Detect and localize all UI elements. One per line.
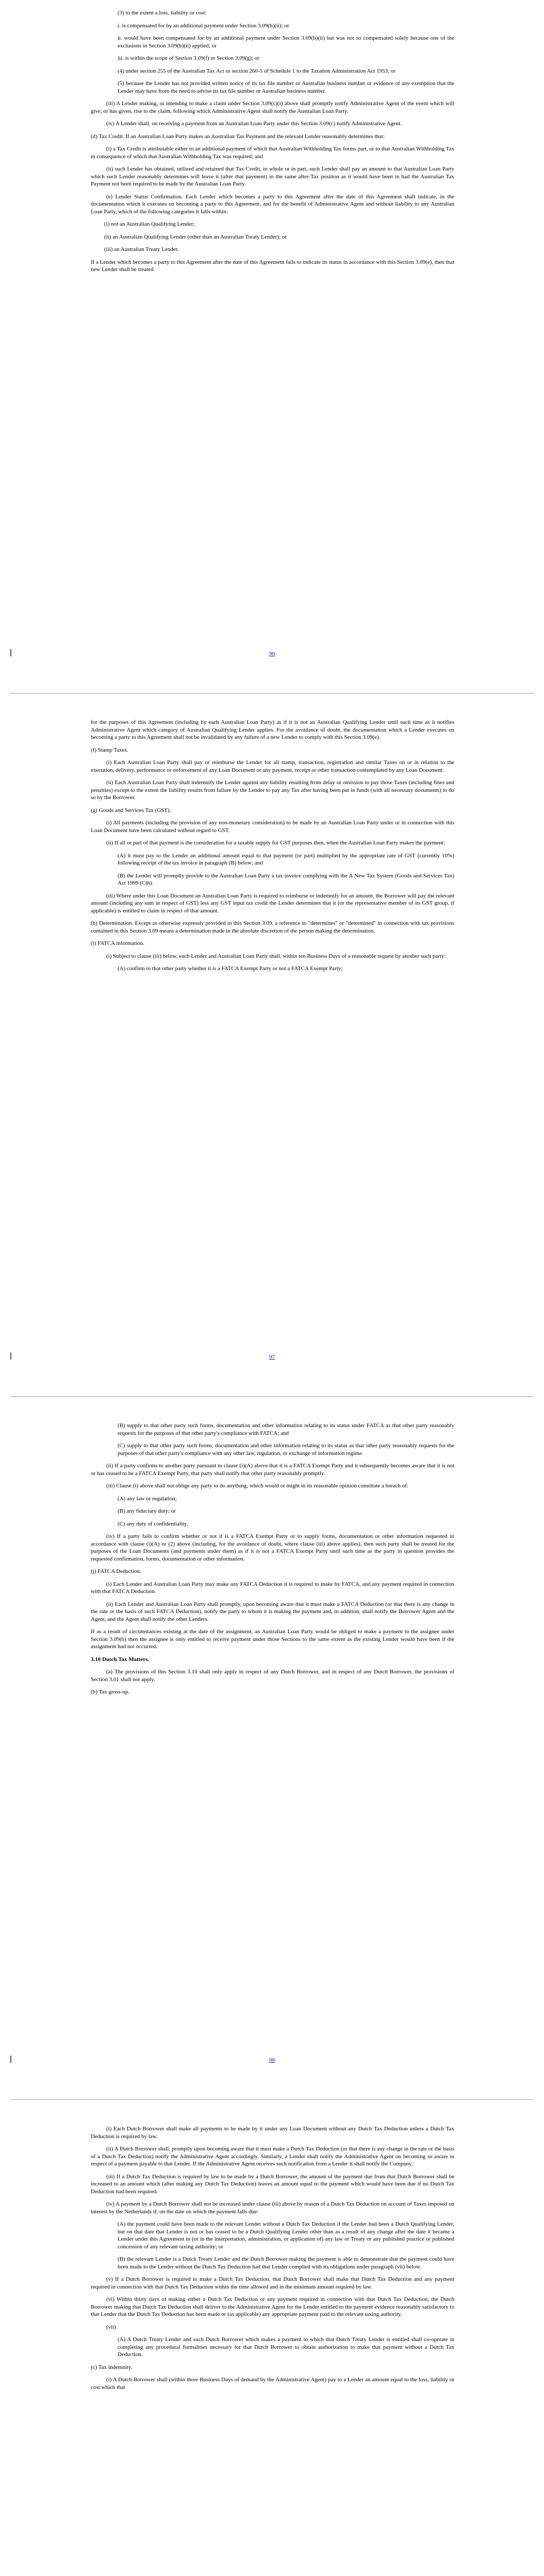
paragraph: (f) Stamp Taxes. [91,747,128,753]
paragraph: (ii) If a party confirms to another party pursuant to clause (i)(A) above that it is a FATCA Exempt Party and it subsequently becomes aware that it is not or has ceased to be a FATCA Exempt Party, that party shall notify that other party reasonably promptly. [91,1463,454,1477]
page-number[interactable]: 97 [269,1354,275,1360]
paragraph: (i) FATCA information. [91,940,144,947]
paragraph: (iii) A Lender making, or intending to make a claim under Section 3.09(c)(i) above shall promptly notify Administrative Agent of the event which will give, or has given, rise to the claim, following which Administrative Agent shall notify the Australian Loan Party. [91,100,454,114]
paragraph: (C) supply to that other party such forms, documentation and other information relating to its status as that other party reasonably requests for the purposes of that other party's compliance with any other law, regulation, or exchange of information regime. [118,1443,454,1456]
paragraph: (5) because the Lender has not provided written notice of its tax file number or Australian business number or evidence of any exemption that the Lender may have from the need to advise its tax file number or Australian business number. [118,80,454,94]
paragraph: (a) The provisions of this Section 3.10 shall only apply in respect of any Dutch Borrower, and in respect of any Dutch Borrower, the provisions of Section 3.01 shall not apply. [91,1669,454,1683]
paragraph: If a Lender which becomes a party to this Agreement after the date of this Agreement fails to indicate its status in accordance with this Section 3.09(e), then that new Lender shall be treated [91,259,454,273]
paragraph: (i) a Tax Credit is attributable either to an additional payment of which that Australian Withholding Tax forms part, or to that Australian Withholding Tax in consequence of which that Australian Withholding Tax was required; and [91,146,454,160]
paragraph: (d) Tax Credit. If an Australian Loan Party makes an Australian Tax Payment and the relevant Lender reasonably determines that: [91,133,385,140]
paragraph: (j) FATCA Deduction. [91,1568,141,1575]
paragraph: (ii) Each Australian Loan Party shall indemnify the Lender against any liability resulting from delay or omission to pay those Taxes (including fines and penalties) except to the extent the liability results from failure by the Lender to pay any Tax after having been put in funds (with all necessary documents) to do so by the Borrower. [91,779,454,801]
paragraph: (vii) [106,2324,116,2330]
paragraph: (b) Tax gross-up. [91,1689,130,1696]
paragraph: (ii) Each Lender and Australian Loan Party shall promptly, upon becoming aware that it must make a FATCA Deduction (or that there is any change in the rate or the basis of such FATCA Deduction), notify the party to whom it is making the payment and, in addition, shall notify the Borrower Agent and the Agent, and the Agent shall notify the other Lenders. [91,1601,454,1622]
page-96-body [91,9,454,279]
paragraph: for the purposes of this Agreement (including by each Australian Loan Party) as if it is not an Australian Qualifying Lender until such time as it notifies Administrative Agent which category of Australian Qualifying Lender applies. For the avoidance of doubt, the documentation which a Lender executes on becoming a party to this Agreement shall not be invalidated by any failure of a new Lender to comply with this Section 3.09(e). [91,719,454,741]
paragraph: (A) the payment could have been made to the relevant Lender without a Dutch Tax Deduction if the Lender had been a Dutch Qualifying Lender, but on that date that Lender is not or has ceased to be a Dutch Qualifying Lender other than as a result of any change after the date it became a Lender under this Agreement in (or in the interpretation, administration, or application of) any law or Treaty or any published practice or published concession of any relevant taxing authority; or [118,2221,454,2250]
paragraph: (ii) such Lender has obtained, utilized and retained that Tax Credit, in whole or in part, such Lender shall pay an amount to that Australian Loan Party which such Lender reasonably determines will leave it (after that payment) in the same after-Tax position as it would have been in had the Australian Tax Payment not been required to be made by the Australian Loan Party. [91,166,454,188]
paragraph: If as a result of circumstances existing at the date of the assignment, an Australian Loan Party would be obliged to make a payment to the assignee under Section 3.09(b) then the assignee is only entitled to receive payment under those Sections to the same extent as the existing Lender would have been if the assignment had not occurred. [91,1629,454,1650]
paragraph: (A) confirm to that other party whether it is a FATCA Exempt Party or not a FATCA Exempt Party; [118,965,343,972]
paragraph: (i) Subject to clause (iii) below, each Lender and Australian Loan Party shall, within ten Business Days of a reasonable request by another such party: [106,953,446,959]
paragraph: (C) any duty of confidentiality. [118,1520,188,1527]
paragraph: (i) Each Lender and Australian Loan Party may make any FATCA Deduction it is required to make by FATCA, and any payment required in connection with that FATCA Deduction. [91,1581,454,1595]
paragraph: i. is compensated for by an additional payment under Section 3.09(b)(ii); or [118,22,289,29]
paragraph: (iii) Clause (i) above shall not oblige any party to do anything, which would or might in its reasonable opinion constitute a breach of: [106,1483,408,1489]
paragraph: (3) to the extent a loss, liability or cost: [118,10,207,16]
document-page-97 [0,703,544,1406]
document-page-98 [0,1406,544,2110]
section-heading: 3.10 Dutch Tax Matters. [91,1656,150,1663]
paragraph: (ii) A Dutch Borrower shall, promptly upon becoming aware that it must make a Dutch Tax Deduction (or that there is any change in the rate or the basis of a Dutch Tax Deduction) notify the Administrative Agent accordingly. Similarly, a Lender shall notify the Administrative Agent on becoming so aware in respect of a payment payable to that Lender. If the Administrative Agent receives such notification from a Lender it shall notify the Company. [91,2146,454,2167]
paragraph: (B) the Lender will promptly provide to the Australian Loan Party a tax invoice complying with the A New Tax System (Goods and Services Tax) Act 1999 (Cth). [118,872,454,887]
page-97-body [91,719,454,978]
paragraph: (i) All payments (including the provision of any non-monetary consideration) to be made by an Australian Loan Party under or in connection with this Loan Document have been calculated without regard to GST. [91,820,454,834]
paragraph: (A) it must pay to the Lender an additional amount equal to that payment (or part) multiplied by the appropriate rate of GST (currently 10%) following receipt of the tax invoice in paragraph (B) below; and [118,852,454,867]
paragraph: iii. is within the scope of Section 3.09(f) or Section 3.09(g); or [118,55,259,62]
paragraph: (i) Each Australian Loan Party shall pay or reimburse the Lender for all stamp, transaction, registration and similar Taxes on or in relation to the execution, delivery, performance or enforcement of any Loan Document or any payment, receipt or other transaction contemplated by any Loan Document. [91,759,454,773]
paragraph: (vi) Within thirty days of making either a Dutch Tax Deduction or any payment required in connection with that Dutch Tax Deduction, the Dutch Borrower making that Dutch Tax Deduction shall deliver to the Administrative Agent for the Lender entitled to the payment evidence reasonably satisfactory to that Lender that the Dutch Tax Deduction has been made or (as applicable) any appropriate payment paid to the relevant taxing authority. [91,2296,454,2318]
page-99-body [91,2125,454,2396]
paragraph: (iv) If a party fails to confirm whether or not it is a FATCA Exempt Party or to supply forms, documentation or other information requested in accordance with clause (i)(A) or (2) above (including, for the avoidance of doubt, where clause (iii) above applies), then such party shall be treated for the purposes of the Loan Documents (and payments under them) as if it is not a FATCA Exempt Party until such time as the party in question provides the requested confirmation, forms, documentation or other information. [91,1533,454,1562]
page-number[interactable]: 98 [269,2057,275,2063]
paragraph: (B) any fiduciary duty; or [118,1508,176,1515]
page-divider [10,2099,534,2100]
paragraph: (i) A Dutch Borrower shall (within three Business Days of demand by the Administrative Agent) pay to a Lender an amount equal to the loss, liability or cost which that [91,2377,454,2391]
paragraph: ii. would have been compensated for by an additional payment under Section 3.09(b)(ii) but was not so compensated solely because one of the exclusions in Section 3.09(b)(ii) applied; or [118,35,454,49]
paragraph: (i) not an Australian Qualifying Lender; [104,221,195,228]
page-number[interactable]: 96 [269,651,275,657]
paragraph: (ii) If all or part of that payment is the consideration for a taxable supply for GST purposes then, when the Australian Loan Party makes the payment: [106,840,445,846]
paragraph: (iii) If a Dutch Tax Deduction is required by law to be made by a Dutch Borrower, the amount of the payment due from that Dutch Borrower shall be increased to an amount which (after making any Dutch Tax Deduction) leaves an amount equal to the payment which would have been due if no Dutch Tax Deduction had been required. [91,2173,454,2195]
paragraph: (g) Goods and Services Tax (GST). [91,807,171,814]
document-page-96 [0,0,544,703]
paragraph: (B) supply to that other party such forms, documentation and other information relating to its status under FATCA as that other party reasonably requests for the purposes of that other party's compliance with FATCA; and [118,1422,454,1436]
paragraph: (iv) A payment by a Dutch Borrower shall not be increased under clause (iii) above by reason of a Dutch Tax Deduction on account of Taxes imposed on interest by the Netherlands if, on the date on which the payment falls due: [91,2201,454,2215]
paragraph: (iv) A Lender shall, on receiving a payment from an Australian Loan Party under this Section 3.09(c) notify Administrative Agent. [106,121,402,127]
paragraph: (A) any law or regulation; [118,1495,177,1502]
paragraph: (c) Tax indemnity. [91,2364,133,2370]
paragraph: (B) the relevant Lender is a Dutch Treaty Lender and the Dutch Borrower making the payment is able to demonstrate that the payment could have been made to the Lender without the Dutch Tax Deduction had that Lender complied with its obligations under paragraph (vii) below. [118,2256,454,2270]
paragraph: (v) If a Dutch Borrower is required to make a Dutch Tax Deduction, that Dutch Borrower shall make that Dutch Tax Deduction and any payment required in connection with that Dutch Tax Deduction within the time allowed and in the minimum amount required by law. [91,2276,454,2290]
paragraph: (ii) an Australian Qualifying Lender (other than an Australian Treaty Lender); or [104,233,287,240]
paragraph: (h) Determination. Except as otherwise expressly provided in this Section 3.09, a reference to "determines" or "determined" in connection with tax provisions contained in this Section 3.09 means a determination made in the absolute discretion of the person making the determination. [91,920,454,934]
paragraph: (iii) Where under this Loan Document an Australian Loan Party is required to reimburse or indemnify for an amount, the Borrower will pay the relevant amount (including any sum in respect of GST) less any GST input tax credit the Lender determines that it (or the representative member of its GST group, if applicable) is entitled to claim in respect of that amount. [91,892,454,914]
paragraph: (i) Each Dutch Borrower shall make all payments to be made by it under any Loan Document without any Dutch Tax Deduction unless a Dutch Tax Deduction is required by law. [91,2126,454,2140]
paragraph: (4) under section 255 of the Australian Tax Act or section 260-5 of Schedule 1 to the Taxation Administration Act 1953; or [118,67,396,74]
page-divider [10,1396,534,1397]
paragraph: (A) A Dutch Treaty Lender and each Dutch Borrower which makes a payment to which that Dutch Treaty Lender is entitled shall co-operate in completing any procedural formalities necessary for that Dutch Borrower to obtain authorization to make that payment without a Dutch Tax Deduction. [118,2336,454,2358]
page-98-body [91,1422,454,1701]
document-page-99 [0,2110,544,2576]
paragraph: (iii) an Australian Treaty Lender. [104,246,179,253]
paragraph: (e) Lender Status Confirmation. Each Lender which becomes a party to this Agreement after the date of this Agreement shall indicate, in the documentation which it executes on becoming a party to this Agreement, and for the benefit of Administrative Agent and without liability to any Australian Loan Party, which of the following categories it falls within: [91,193,454,215]
